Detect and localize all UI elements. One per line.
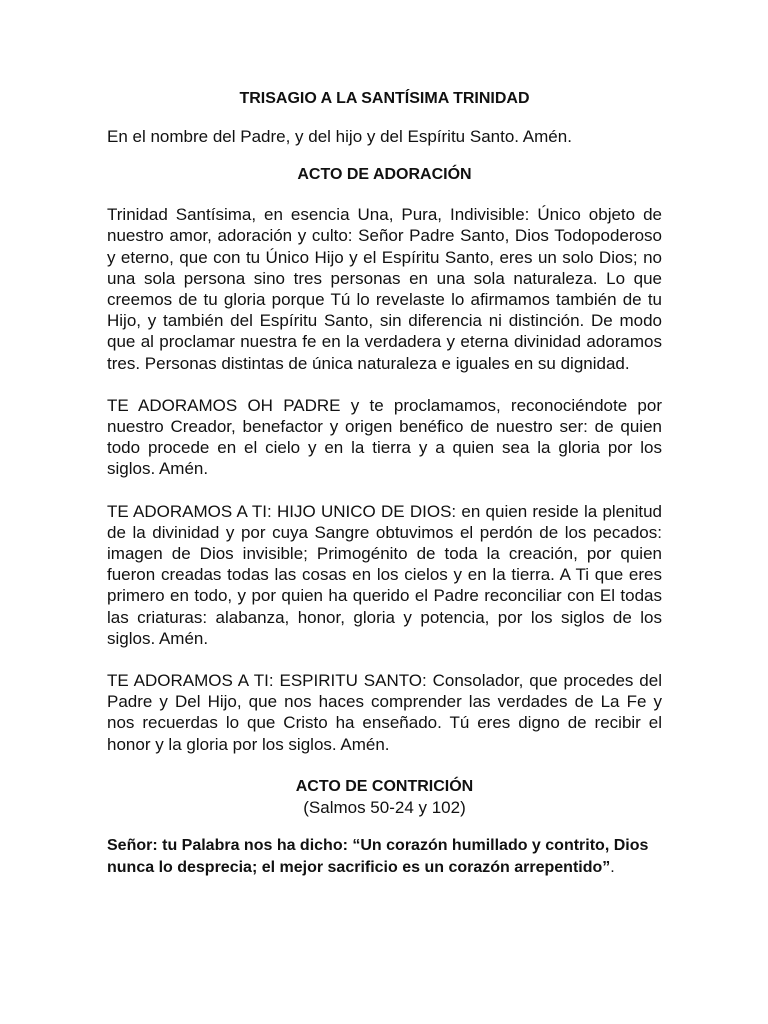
paragraph-trinidad: Trinidad Santísima, en esencia Una, Pura, Indivisible: Único objeto de nuestro amor, adoración y culto: Señor Padre Santo, Dios Todopoderoso y eterno, que con tu Único Hijo y el Espíritu Santo, eres un solo Dios; no una sola persona sino tres personas en una sola naturaleza. Lo que creemos de tu gloria porque Tú lo revelaste lo afirmamos también de tu Hijo, y también del Espíritu Santo, sin diferencia ni distinción. De modo que al proclamar nuestra fe en la verdadera y eterna divinidad adoramos tres. Personas distintas de única naturaleza e iguales en su dignidad. (107, 205, 662, 373)
invocation-text: En el nombre del Padre, y del hijo y del Espíritu Santo. Amén. (107, 127, 572, 146)
spacer (107, 818, 662, 835)
scripture-reference: (Salmos 50-24 y 102) (303, 797, 466, 817)
contrition-quote-text: Señor: tu Palabra nos ha dicho: “Un corazón humillado y contrito, Dios nunca lo desprecia; el mejor sacrificio es un corazón arrepentido” (107, 836, 649, 876)
spacer (107, 480, 662, 501)
paragraph-hijo: TE ADORAMOS A TI: HIJO UNICO DE DIOS: en quien reside la plenitud de la divinidad y por cuya Sangre obtuvimos el perdón de los pecados: imagen de Dios invisible; Primogénito de toda la creación, por quien fueron creadas todas las cosas en los cielos y en la tierra. A Ti que eres primero en todo, y por quien ha querido el Padre reconciliar con El todas las criaturas: alabanza, honor, gloria y potencia, por los siglos de los siglos. Amén. (107, 501, 662, 648)
spacer (107, 109, 662, 126)
contrition-quote-period: . (610, 858, 615, 876)
spacer (107, 649, 662, 670)
contrition-quote (107, 835, 662, 879)
paragraph-padre: TE ADORAMOS OH PADRE y te proclamamos, reconociéndote por nuestro Creador, benefactor y origen benéfico de nuestro ser: de quien todo procede en el cielo y en la tierra y a quien sea la gloria por los siglos. Amén. (107, 395, 662, 479)
spacer (107, 185, 662, 204)
section-heading-adoracion: ACTO DE ADORACIÓN (297, 166, 472, 184)
document-page (107, 88, 662, 879)
spacer (107, 147, 662, 164)
spacer (107, 755, 662, 776)
section-heading-contricion: ACTO DE CONTRICIÓN (295, 777, 474, 795)
spacer (107, 374, 662, 395)
paragraph-espiritu: TE ADORAMOS A TI: ESPIRITU SANTO: Consolador, que procedes del Padre y Del Hijo, que nos haces comprender las verdades de La Fe y nos recuerdas lo que Cristo ha enseñado. Tú eres digno de recibir el honor y la gloria por los siglos. Amén. (107, 671, 662, 754)
document-title: TRISAGIO A LA SANTÍSIMA TRINIDAD (239, 90, 530, 107)
